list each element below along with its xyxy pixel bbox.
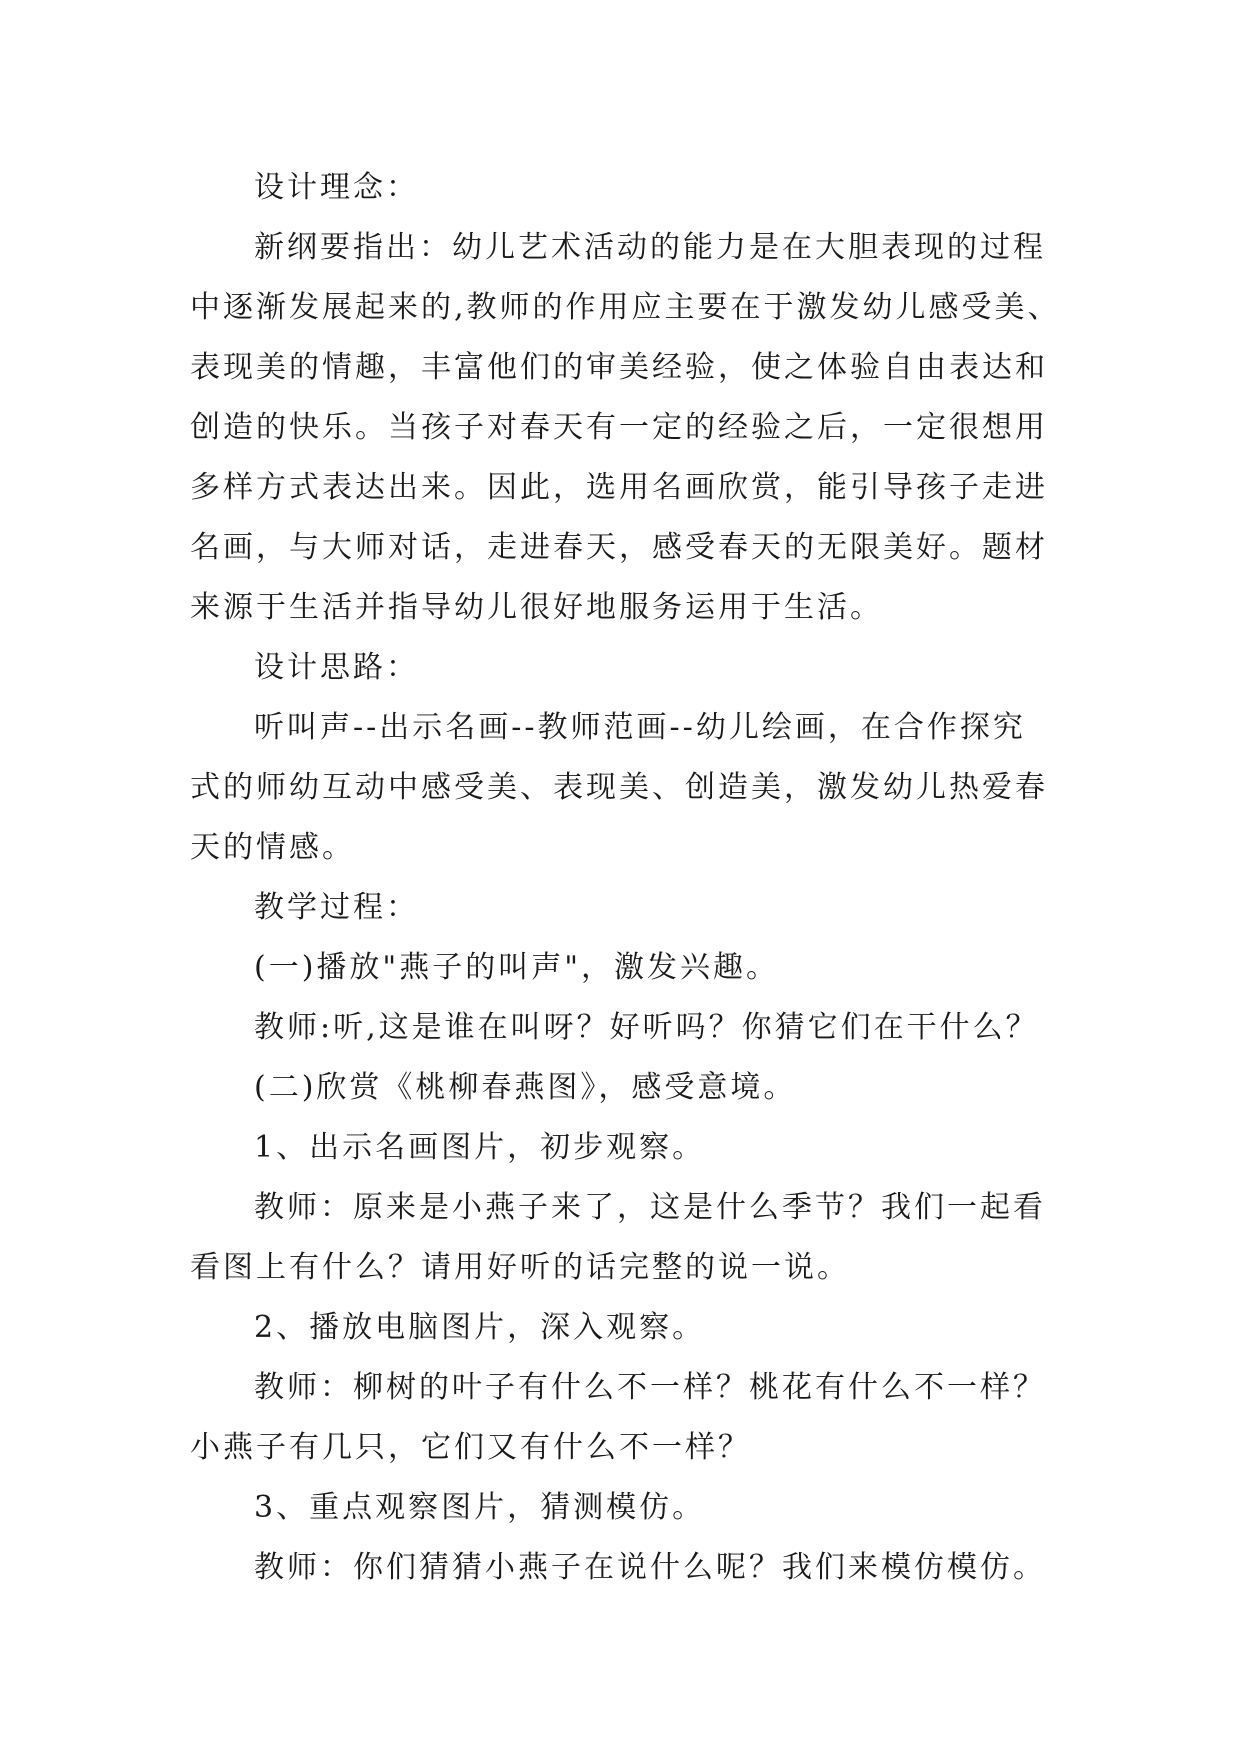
paragraph-line: 式的师幼互动中感受美、表现美、创造美，激发幼儿热爱春	[190, 770, 1048, 805]
paragraph-line: 教师：原来是小燕子来了，这是什么季节？我们一起看	[254, 1190, 1046, 1225]
paragraph-line: 创造的快乐。当孩子对春天有一定的经验之后，一定很想用	[190, 410, 1048, 445]
paragraph-line: 名画，与大师对话，走进春天，感受春天的无限美好。题材	[190, 530, 1048, 565]
paragraph-line: 新纲要指出：幼儿艺术活动的能力是在大胆表现的过程	[254, 230, 1046, 265]
section-heading-design-idea: 设计思路：	[254, 650, 419, 685]
paragraph-line: (二)欣赏《桃柳春燕图》，感受意境。	[254, 1070, 797, 1105]
paragraph-line: 多样方式表达出来。因此，选用名画欣赏，能引导孩子走进	[190, 470, 1048, 505]
paragraph-line: 来源于生活并指导幼儿很好地服务运用于生活。	[190, 590, 883, 625]
paragraph-line: 中逐渐发展起来的,教师的作用应主要在于激发幼儿感受美、	[190, 290, 1061, 325]
paragraph-line: 3、重点观察图片，猜测模仿。	[254, 1490, 706, 1525]
section-heading-design-concept: 设计理念：	[254, 170, 419, 205]
section-heading-teaching-process: 教学过程：	[254, 890, 419, 925]
paragraph-line: 1、出示名画图片，初步观察。	[254, 1130, 706, 1165]
paragraph-line: (一)播放"燕子的叫声"，激发兴趣。	[254, 950, 780, 985]
paragraph-line: 2、播放电脑图片，深入观察。	[254, 1310, 706, 1345]
paragraph-line: 听叫声--出示名画--教师范画--幼儿绘画，在合作探究	[254, 710, 1026, 745]
paragraph-line: 天的情感。	[190, 830, 355, 865]
paragraph-line: 小燕子有几只，它们又有什么不一样？	[190, 1430, 751, 1465]
document-body	[190, 158, 1090, 1598]
paragraph-line: 教师：柳树的叶子有什么不一样？桃花有什么不一样？	[254, 1370, 1046, 1405]
paragraph-line: 教师：你们猜猜小燕子在说什么呢？我们来模仿模仿。	[254, 1550, 1046, 1585]
paragraph-line: 教师:听,这是谁在叫呀？好听吗？你猜它们在干什么？	[254, 1010, 1039, 1045]
paragraph-line: 表现美的情趣，丰富他们的审美经验，使之体验自由表达和	[190, 350, 1048, 385]
paragraph-line: 看图上有什么？请用好听的话完整的说一说。	[190, 1250, 850, 1285]
